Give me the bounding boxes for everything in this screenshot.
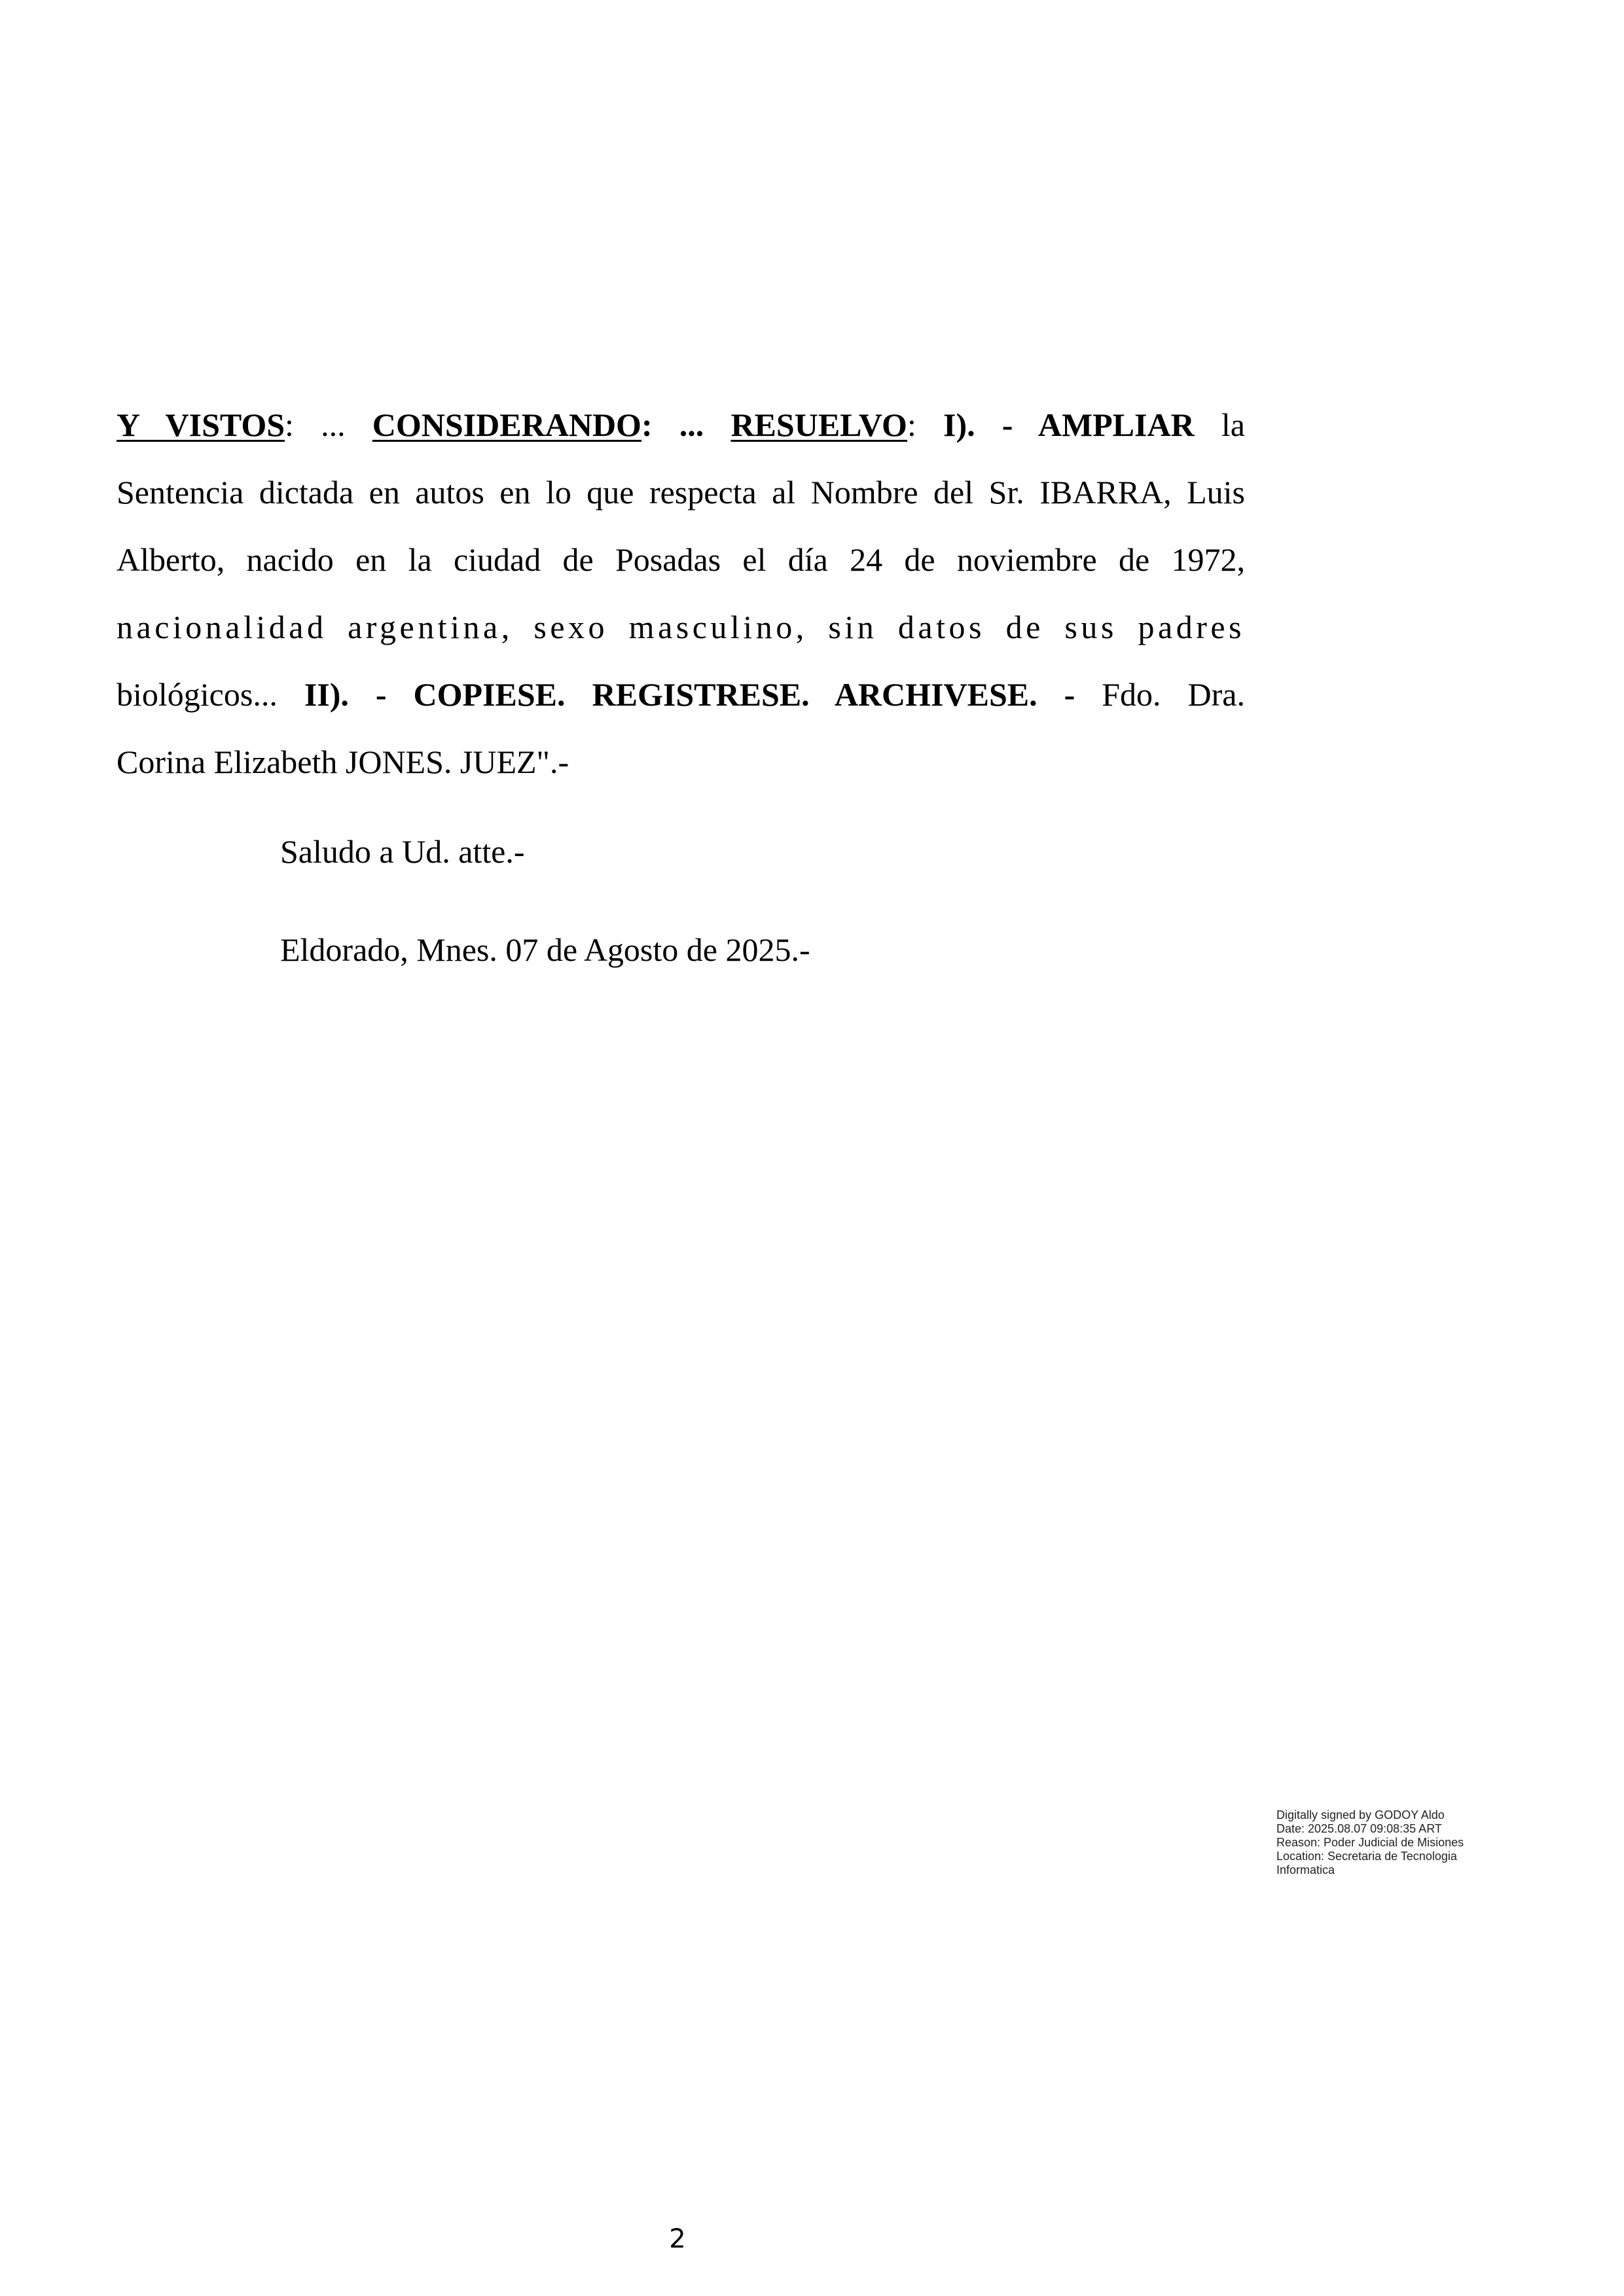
separator: :: [907, 406, 943, 443]
resuelvo-heading: RESUELVO: [731, 406, 907, 443]
closing-greeting: Saludo a Ud. atte.-: [280, 833, 525, 870]
signature-location-cont: Informatica: [1276, 1863, 1335, 1876]
signature-date: Date: 2025.08.07 09:08:35 ART: [1276, 1822, 1442, 1835]
resolution-line-2: Sentencia dictada en autos en lo que respecta al Nombre del Sr. IBARRA, Luis: [117, 474, 1245, 511]
signature-reason: Reason: Poder Judicial de Misiones: [1276, 1836, 1464, 1849]
considerando-heading: CONSIDERANDO: [372, 406, 641, 443]
signature-location: Location: Secretaria de Tecnologia: [1276, 1850, 1457, 1863]
line-5-tail: Fdo. Dra.: [1075, 676, 1246, 713]
resolution-line-1: [117, 391, 1245, 459]
resolution-line-3: Alberto, nacido en la ciudad de Posadas el día 24 de noviembre de 1972,: [117, 541, 1245, 578]
place-and-date: Eldorado, Mnes. 07 de Agosto de 2025.-: [280, 931, 810, 968]
resolution-paragraph: [117, 391, 1245, 796]
line-5-head: biológicos...: [117, 676, 304, 713]
line-1-tail: la: [1194, 406, 1245, 443]
separator: : ...: [641, 406, 731, 443]
resolution-line-4: nacionalidad argentina, sexo masculino, sin datos de sus padres: [117, 609, 1245, 645]
item-1-label: I). - AMPLIAR: [943, 406, 1195, 443]
resolution-line-6: Corina Elizabeth JONES. JUEZ".-: [117, 744, 569, 780]
item-2-orders: II). - COPIESE. REGISTRESE. ARCHIVESE. -: [304, 676, 1075, 713]
signature-signed-by: Digitally signed by GODOY Aldo: [1276, 1808, 1445, 1821]
resolution-line-5: [117, 661, 1245, 728]
page-number: 2: [669, 2224, 686, 2254]
y-vistos-heading: Y VISTOS: [117, 406, 285, 443]
separator: : ...: [285, 406, 372, 443]
digital-signature-block: [1276, 1808, 1464, 1877]
